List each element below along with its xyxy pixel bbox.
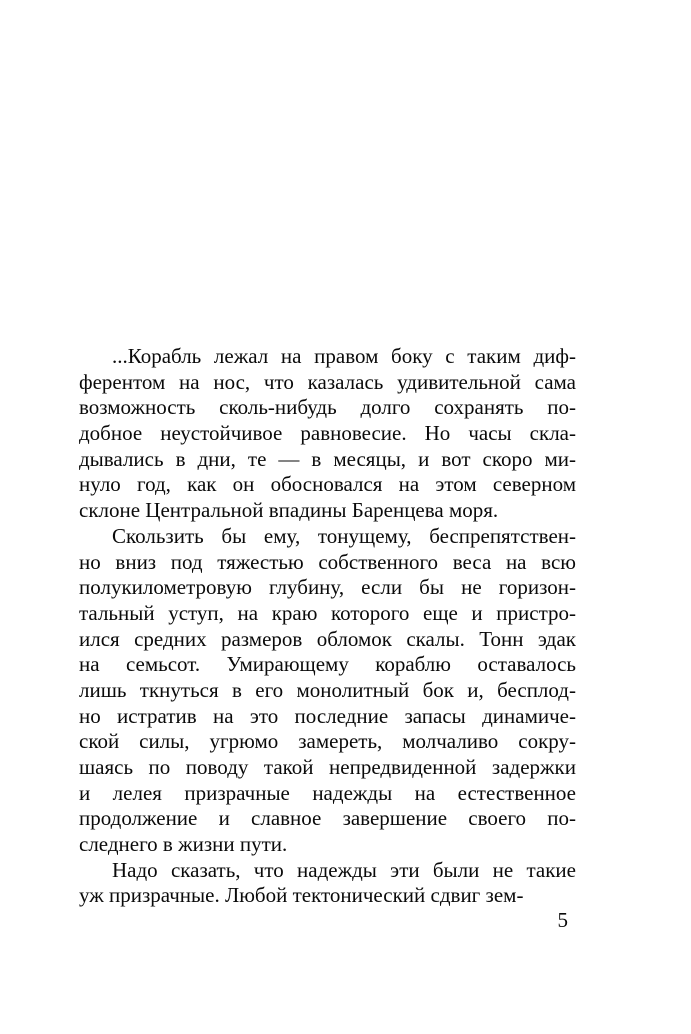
paragraph	[79, 344, 576, 524]
text-line: уж призрачные. Любой тектонический сдвиг зем-	[79, 883, 524, 908]
text-line: ской силы, угрюмо замереть, молчаливо сокру-	[79, 729, 576, 754]
text-line: но истратив на это последние запасы динамиче-	[79, 703, 576, 728]
text-line: но вниз под тяжестью собственного веса на всю	[79, 549, 576, 574]
paragraph	[79, 524, 576, 858]
page-number: 5	[557, 908, 568, 932]
text-line: и лелея призрачные надежды на естественное	[79, 780, 576, 805]
paragraph	[79, 858, 576, 909]
text-line: ферентом на нос, что казалась удивительной сама	[79, 369, 576, 394]
text-line: Скользить бы ему, тонущему, беспрепятствен-	[112, 523, 576, 548]
text-line: тальный уступ, на краю которого еще и пристро-	[79, 600, 576, 625]
text-line: на семьсот. Умирающему кораблю оставалось	[79, 652, 576, 677]
text-line: Надо сказать, что надежды эти были не такие	[112, 857, 576, 882]
text-line: возможность сколь-нибудь долго сохранять по-	[79, 395, 576, 420]
page-text-block	[79, 344, 576, 909]
text-line: дывались в дни, те — в месяцы, и вот скоро ми-	[79, 446, 576, 471]
text-line: склоне Центральной впадины Баренцева моря.	[79, 498, 499, 523]
text-line: добное неустойчивое равновесие. Но часы скла-	[79, 421, 576, 446]
text-line: продолжение и славное завершение своего по-	[79, 806, 576, 831]
text-line: нуло год, как он обосновался на этом северном	[79, 472, 576, 497]
text-line: лишь ткнуться в его монолитный бок и, бесплод-	[79, 677, 576, 702]
text-line: ...Корабль лежал на правом боку с таким диф-	[112, 344, 576, 368]
text-line: полукилометровую глубину, если бы не горизон-	[79, 575, 576, 600]
text-line: ился средних размеров обломок скалы. Тонн эдак	[79, 626, 576, 651]
text-line: следнего в жизни пути.	[79, 832, 288, 857]
text-line: шаясь по поводу такой непредвиденной задержки	[79, 755, 576, 779]
